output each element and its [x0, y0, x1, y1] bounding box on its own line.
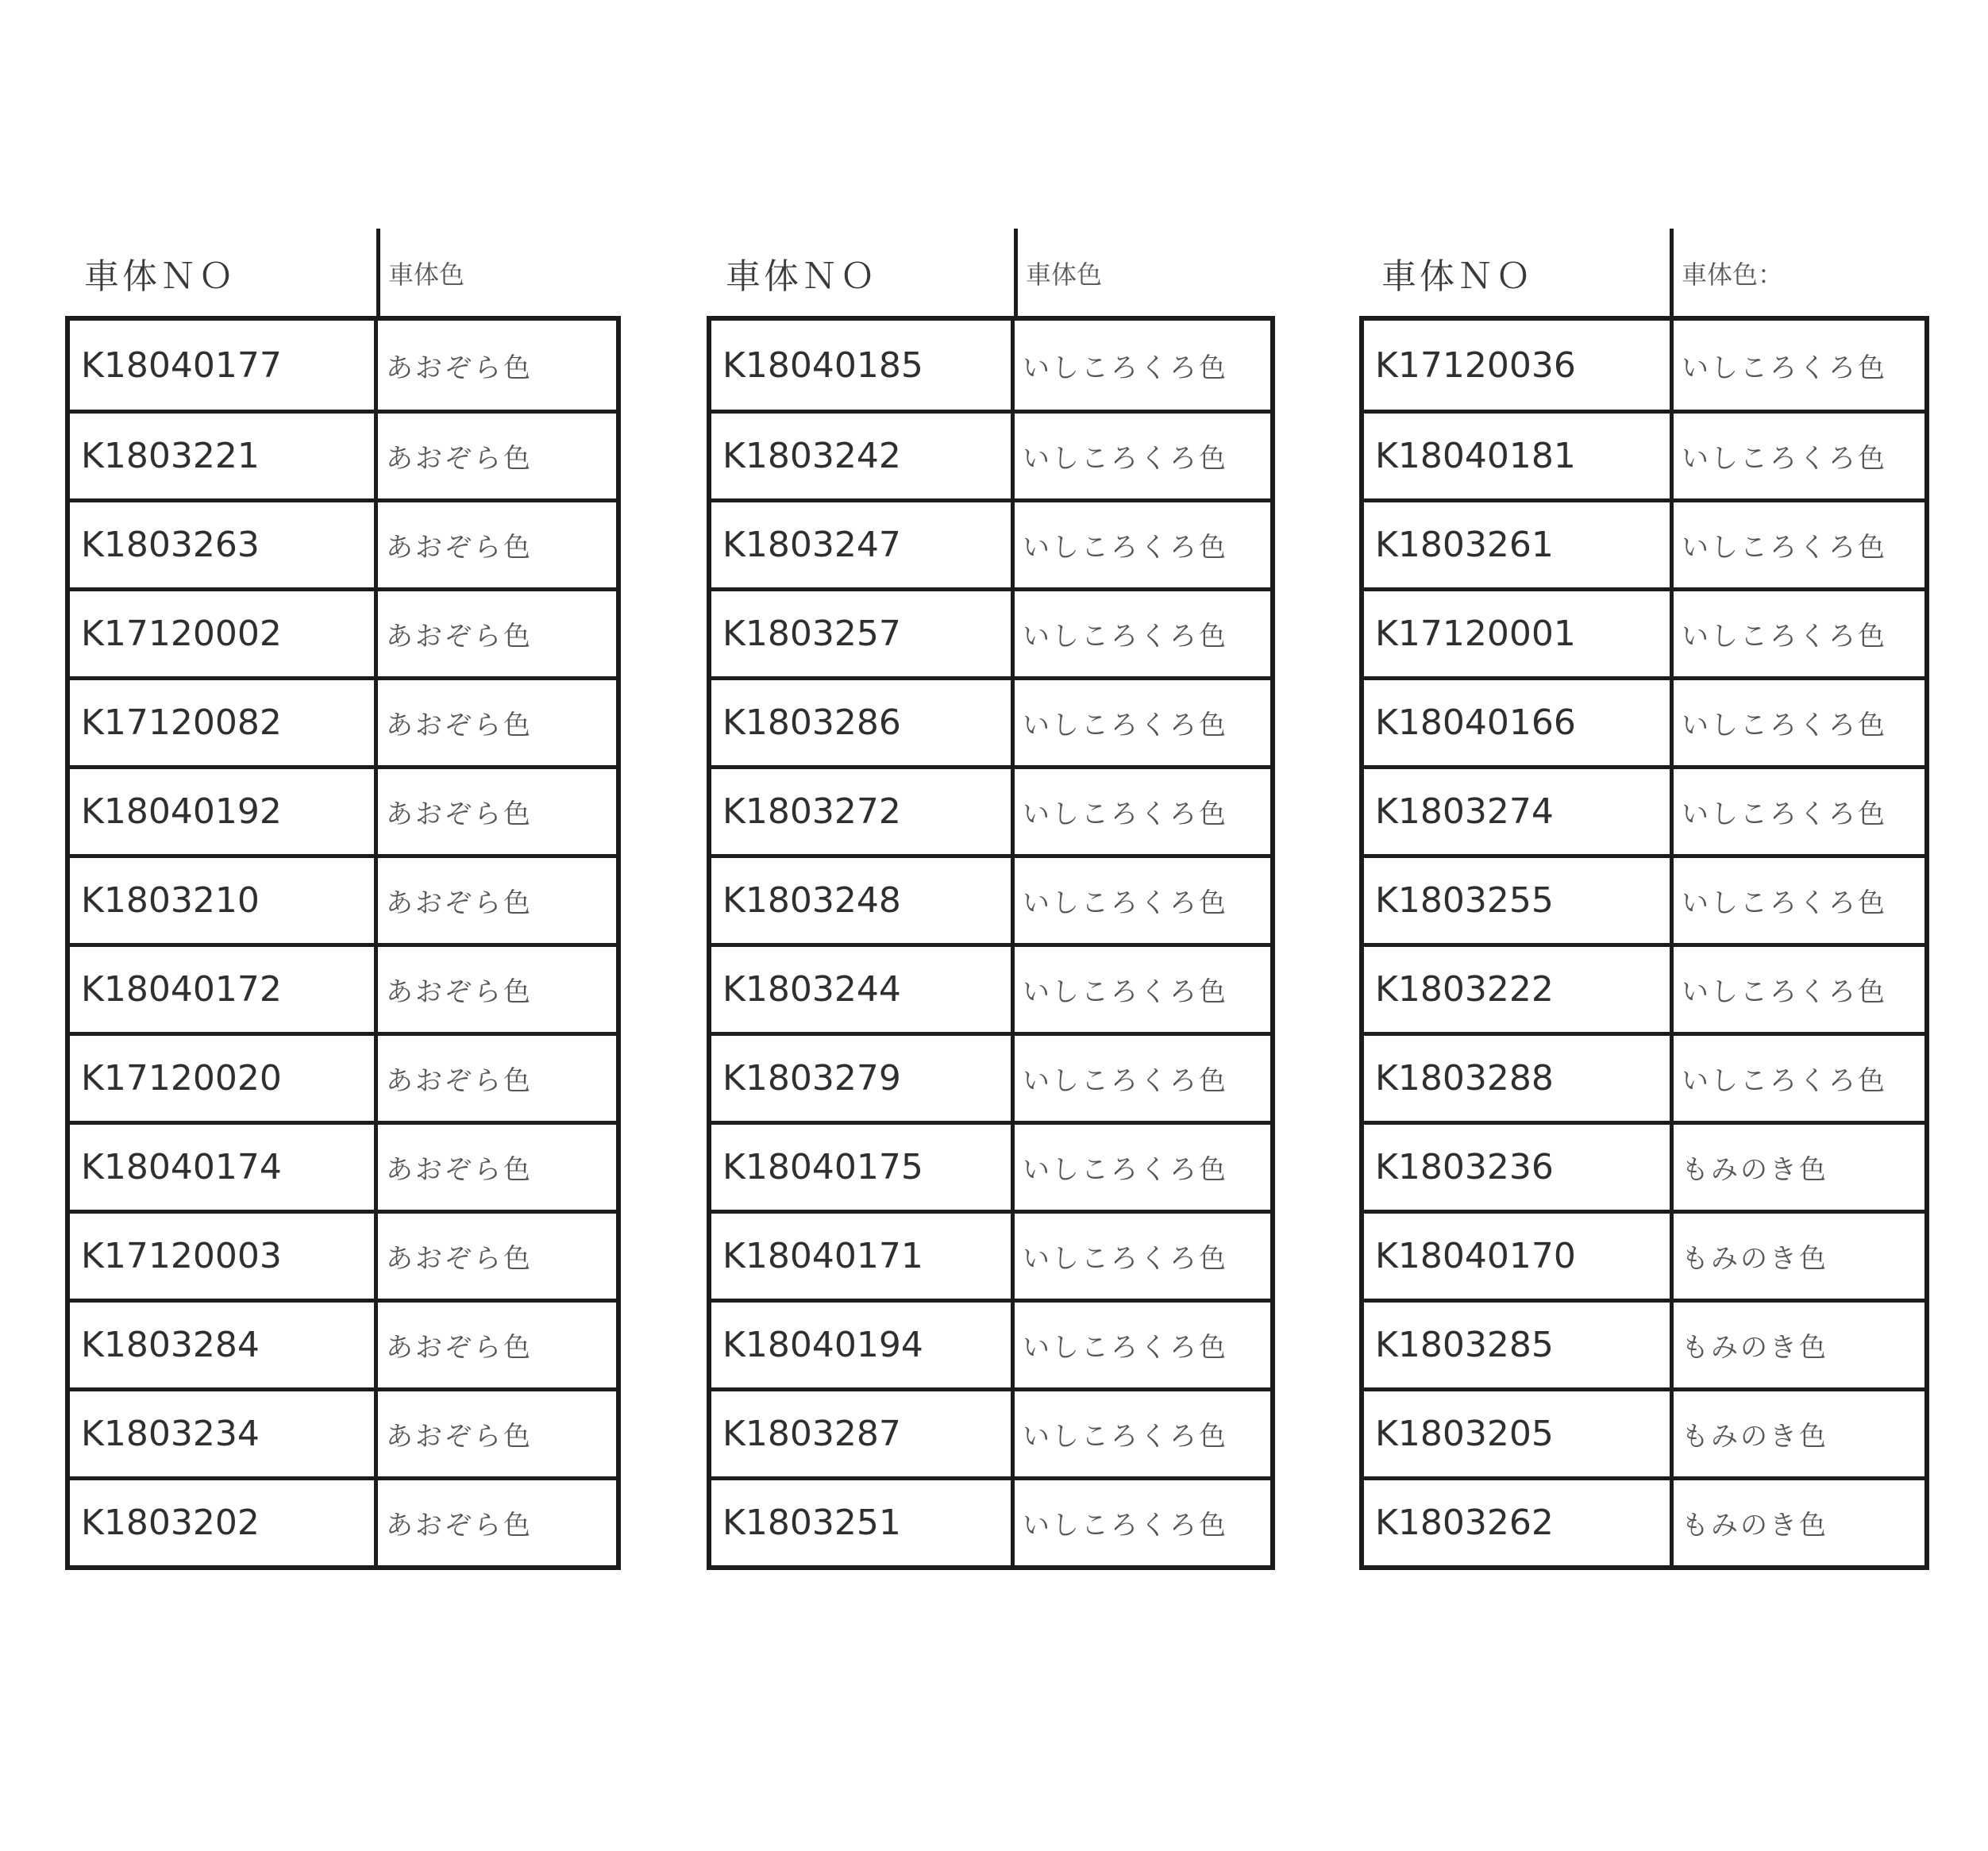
vehicle-color-cell: あおぞら色	[386, 1154, 533, 1186]
vehicle-color-cell: いしころくろ色	[1682, 887, 1887, 919]
table-row	[70, 321, 616, 410]
table-row	[70, 765, 616, 854]
table-row	[70, 587, 616, 676]
vehicle-color-cell: いしころくろ色	[1023, 799, 1228, 830]
vehicle-no-cell: K17120082	[70, 680, 378, 765]
vehicle-color-cell: いしころくろ色	[1023, 1510, 1228, 1541]
vehicle-color-cell: あおぞら色	[386, 887, 533, 919]
table-row	[711, 854, 1270, 943]
table-row	[711, 676, 1270, 765]
vehicle-no-cell: K18040194	[711, 1303, 1015, 1387]
vehicle-color-cell: いしころくろ色	[1023, 532, 1228, 564]
vehicle-no-cell: K18040192	[70, 769, 378, 854]
table-row	[711, 1299, 1270, 1387]
table-row	[70, 1299, 616, 1387]
vehicle-no-cell: K1803262	[1364, 1480, 1674, 1565]
vehicle-no-cell: K18040172	[70, 947, 378, 1032]
vehicle-no-cell: K1803234	[70, 1391, 378, 1476]
table-row	[1364, 498, 1924, 587]
table-row	[1364, 1387, 1924, 1476]
vehicle-no-cell: K17120036	[1364, 321, 1674, 410]
table-row	[70, 1387, 616, 1476]
table-row	[1364, 1299, 1924, 1387]
vehicle-color-cell: いしころくろ色	[1682, 799, 1887, 830]
table-row	[711, 498, 1270, 587]
vehicle-color-cell: あおぞら色	[386, 710, 533, 741]
vehicle-no-cell: K1803286	[711, 680, 1015, 765]
vehicle-no-cell: K18040181	[1364, 414, 1674, 498]
table-row	[711, 587, 1270, 676]
table-row	[1364, 1476, 1924, 1565]
vehicle-color-cell: いしころくろ色	[1023, 1421, 1228, 1453]
vehicle-color-cell: いしころくろ色	[1023, 352, 1228, 384]
vehicle-color-cell: もみのき色	[1682, 1243, 1828, 1275]
table-row	[70, 1121, 616, 1210]
vehicle-no-cell: K1803251	[711, 1480, 1015, 1565]
vehicle-no-cell: K17120020	[70, 1036, 378, 1121]
vehicle-no-cell: K18040175	[711, 1125, 1015, 1210]
table-row	[1364, 1032, 1924, 1121]
vehicle-no-cell: K1803261	[1364, 502, 1674, 587]
table-row	[711, 943, 1270, 1032]
vehicle-no-cell: K17120002	[70, 591, 378, 676]
vehicle-color-cell: あおぞら色	[386, 799, 533, 830]
table-row	[1364, 1121, 1924, 1210]
table-3-header-color: 車体色：	[1682, 260, 1784, 290]
vehicle-no-cell: K1803222	[1364, 947, 1674, 1032]
vehicle-color-cell: いしころくろ色	[1023, 1065, 1228, 1097]
table-row	[711, 1476, 1270, 1565]
table-row	[1364, 1210, 1924, 1299]
vehicle-no-cell: K1803202	[70, 1480, 378, 1565]
table-2-grid	[707, 316, 1275, 1570]
vehicle-no-cell: K1803279	[711, 1036, 1015, 1121]
vehicle-no-cell: K17120003	[70, 1214, 378, 1299]
vehicle-no-cell: K1803257	[711, 591, 1015, 676]
vehicle-color-cell: あおぞら色	[386, 976, 533, 1008]
vehicle-no-cell: K18040166	[1364, 680, 1674, 765]
vehicle-color-cell: いしころくろ色	[1023, 1332, 1228, 1364]
table-row	[1364, 943, 1924, 1032]
vehicle-color-cell: いしころくろ色	[1023, 710, 1228, 741]
table-row	[70, 1210, 616, 1299]
vehicle-color-cell: あおぞら色	[386, 1510, 533, 1541]
vehicle-no-cell: K18040171	[711, 1214, 1015, 1299]
vehicle-color-cell: あおぞら色	[386, 1065, 533, 1097]
table-row	[70, 1032, 616, 1121]
table-row	[1364, 410, 1924, 498]
table-row	[1364, 587, 1924, 676]
table-row	[711, 1210, 1270, 1299]
vehicle-color-cell: あおぞら色	[386, 532, 533, 564]
vehicle-color-cell: あおぞら色	[386, 443, 533, 475]
vehicle-no-cell: K18040174	[70, 1125, 378, 1210]
vehicle-no-cell: K1803255	[1364, 858, 1674, 943]
vehicle-color-cell: もみのき色	[1682, 1510, 1828, 1541]
table-row	[1364, 854, 1924, 943]
vehicle-no-cell: K1803247	[711, 502, 1015, 587]
vehicle-color-cell: いしころくろ色	[1682, 710, 1887, 741]
table-3-grid	[1359, 316, 1929, 1570]
vehicle-no-cell: K17120001	[1364, 591, 1674, 676]
vehicle-color-cell: いしころくろ色	[1682, 621, 1887, 652]
table-2-header-no: 車体ＮＯ	[726, 256, 878, 297]
table-row	[711, 765, 1270, 854]
table-row	[70, 854, 616, 943]
vehicle-color-cell: あおぞら色	[386, 1332, 533, 1364]
vehicle-no-cell: K1803288	[1364, 1036, 1674, 1121]
vehicle-color-cell: いしころくろ色	[1682, 976, 1887, 1008]
vehicle-color-cell: いしころくろ色	[1682, 1065, 1887, 1097]
vehicle-no-cell: K1803236	[1364, 1125, 1674, 1210]
table-1-grid	[65, 316, 621, 1570]
table-row	[1364, 321, 1924, 410]
vehicle-no-cell: K1803244	[711, 947, 1015, 1032]
vehicle-color-cell: いしころくろ色	[1682, 352, 1887, 384]
vehicle-no-cell: K1803242	[711, 414, 1015, 498]
vehicle-color-cell: いしころくろ色	[1682, 443, 1887, 475]
table-row	[70, 943, 616, 1032]
table-row	[711, 1387, 1270, 1476]
vehicle-color-cell: もみのき色	[1682, 1154, 1828, 1186]
vehicle-no-cell: K1803263	[70, 502, 378, 587]
vehicle-no-cell: K1803248	[711, 858, 1015, 943]
table-1-header-color: 車体色	[388, 260, 465, 290]
vehicle-no-cell: K18040177	[70, 321, 378, 410]
vehicle-no-cell: K18040170	[1364, 1214, 1674, 1299]
table-row	[711, 321, 1270, 410]
table-1-header-no: 車体ＮＯ	[84, 256, 237, 297]
vehicle-color-cell: もみのき色	[1682, 1421, 1828, 1453]
vehicle-no-cell: K18040185	[711, 321, 1015, 410]
vehicle-color-cell: いしころくろ色	[1023, 976, 1228, 1008]
table-row	[711, 1032, 1270, 1121]
vehicle-no-cell: K1803274	[1364, 769, 1674, 854]
table-row	[711, 1121, 1270, 1210]
vehicle-color-cell: いしころくろ色	[1682, 532, 1887, 564]
vehicle-color-cell: あおぞら色	[386, 1243, 533, 1275]
table-row	[711, 410, 1270, 498]
table-row	[70, 410, 616, 498]
vehicle-color-cell: あおぞら色	[386, 621, 533, 652]
vehicle-no-cell: K1803205	[1364, 1391, 1674, 1476]
vehicle-color-cell: いしころくろ色	[1023, 1243, 1228, 1275]
vehicle-no-cell: K1803287	[711, 1391, 1015, 1476]
vehicle-color-cell: いしころくろ色	[1023, 887, 1228, 919]
table-row	[70, 1476, 616, 1565]
table-row	[70, 498, 616, 587]
table-row	[1364, 765, 1924, 854]
table-row	[1364, 676, 1924, 765]
vehicle-no-cell: K1803210	[70, 858, 378, 943]
vehicle-no-cell: K1803284	[70, 1303, 378, 1387]
vehicle-color-cell: もみのき色	[1682, 1332, 1828, 1364]
vehicle-no-cell: K1803285	[1364, 1303, 1674, 1387]
vehicle-no-cell: K1803221	[70, 414, 378, 498]
table-row	[70, 676, 616, 765]
vehicle-no-cell: K1803272	[711, 769, 1015, 854]
vehicle-color-cell: あおぞら色	[386, 352, 533, 384]
vehicle-color-cell: あおぞら色	[386, 1421, 533, 1453]
vehicle-color-cell: いしころくろ色	[1023, 1154, 1228, 1186]
vehicle-color-cell: いしころくろ色	[1023, 443, 1228, 475]
table-2-header-color: 車体色	[1026, 260, 1103, 290]
table-3-header-no: 車体ＮＯ	[1381, 256, 1534, 297]
vehicle-color-cell: いしころくろ色	[1023, 621, 1228, 652]
